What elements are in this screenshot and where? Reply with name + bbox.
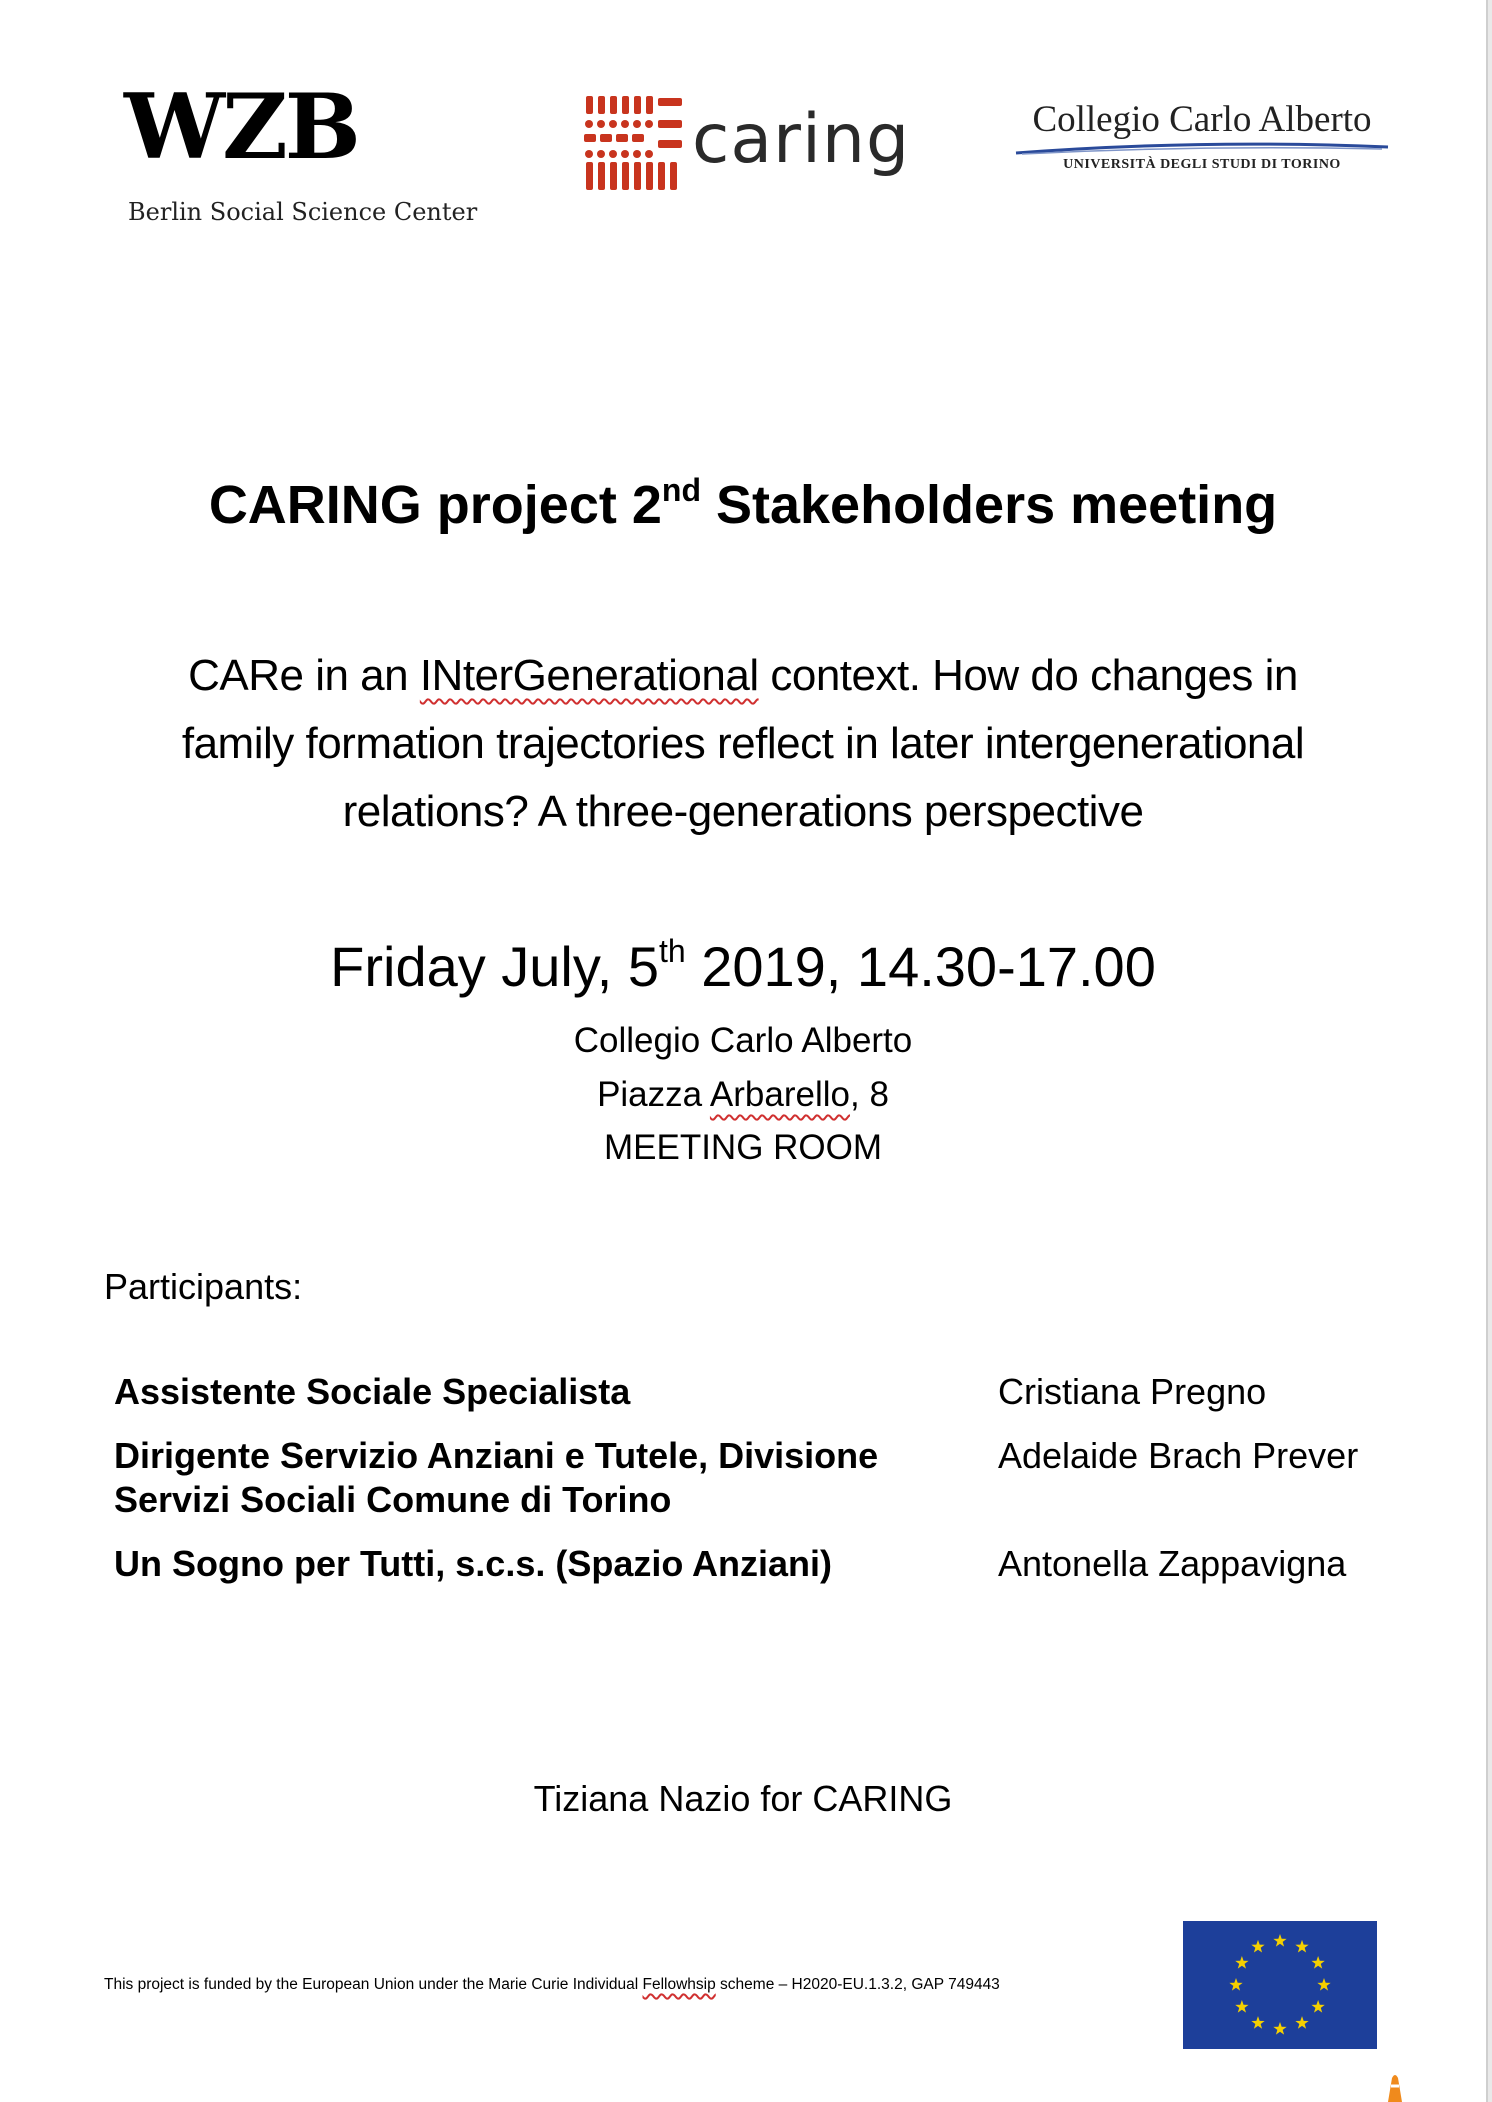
funding-note: This project is funded by the European Union under the Marie Curie Individual Fellowhsip scheme – H2020-EU.1.3.2, GAP 749443 [104, 1976, 1000, 1993]
venue-address: Piazza Arbarello, 8 [597, 1075, 889, 1114]
collegio-logo-university: UNIVERSITÀ DEGLI STUDI DI TORINO [1063, 157, 1341, 172]
participant-role: Dirigente Servizio Anziani e Tutele, Divisione Servizi Sociali Comune di Torino [114, 1435, 879, 1520]
collegio-logo-name: Collegio Carlo Alberto [1032, 99, 1372, 140]
collegio-carlo-alberto-logo [1012, 98, 1392, 173]
wzb-logo-subtitle: Berlin Social Science Center [128, 198, 478, 226]
meeting-date: Friday July, 5th 2019, 14.30-17.00 [330, 933, 1156, 998]
participant-name: Adelaide Brach Prever [998, 1435, 1359, 1476]
venue-room: MEETING ROOM [603, 1128, 883, 1167]
wzb-logo: WZB [124, 74, 358, 180]
page-title: CARING project 2nd Stakeholders meeting [208, 472, 1278, 535]
venue-name: Collegio Carlo Alberto [573, 1021, 913, 1060]
participants-label: Participants: [104, 1266, 303, 1307]
collegio-swoosh-icon [1012, 141, 1392, 157]
caring-people-grid-icon [582, 94, 686, 194]
participant-name: Cristiana Pregno [998, 1371, 1267, 1412]
meeting-subtitle: CARe in an INterGenerational context. How do changes in family formation trajectories reflect in later intergenerational relations? A three-generations perspective [181, 651, 1305, 836]
participant-role: Assistente Sociale Specialista [114, 1371, 631, 1412]
participant-name: Antonella Zappavigna [998, 1543, 1347, 1584]
participant-role: Un Sogno per Tutti, s.c.s. (Spazio Anziani) [114, 1543, 833, 1584]
cone-icon [1378, 2072, 1412, 2102]
caring-wordmark: caring [692, 99, 911, 179]
organizer-signature: Tiziana Nazio for CARING [533, 1778, 953, 1819]
eu-flag-icon [1183, 1921, 1377, 2049]
caring-logo [582, 94, 910, 194]
